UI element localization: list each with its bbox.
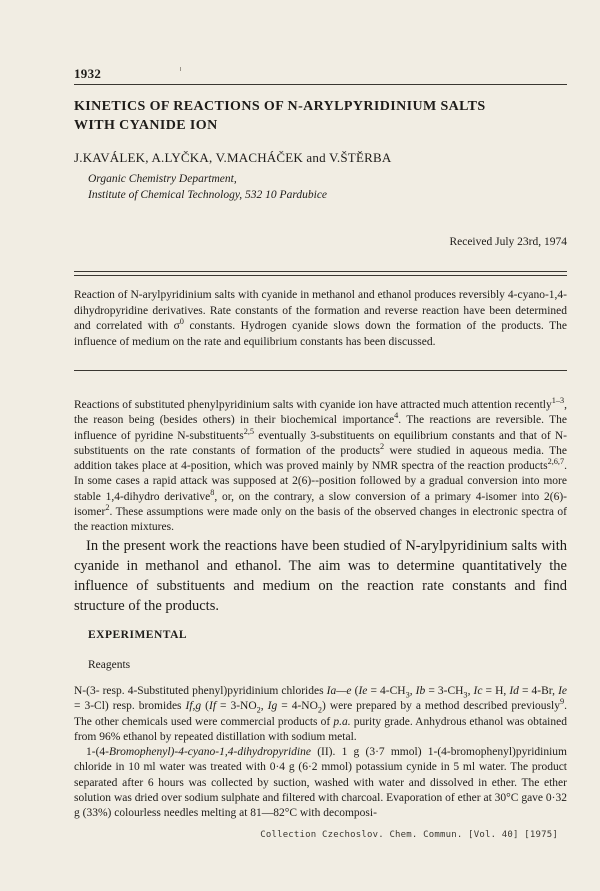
received-date: Received July 23rd, 1974 (449, 236, 567, 248)
experimental-body (74, 684, 567, 822)
text: , (409, 685, 416, 697)
subscript: 3 (405, 690, 410, 700)
compound-label: Ic (473, 685, 483, 697)
compound-label: Ie (358, 685, 368, 697)
compound-name: Bromophenyl (109, 746, 171, 759)
subscript: 3 (463, 690, 468, 700)
text: . The other chemicals used were commercial products of (74, 700, 567, 728)
text: = 3-NO (216, 700, 257, 713)
subsection-heading-reagents: Reagents (88, 659, 131, 671)
page-number: 1932 (74, 66, 102, 81)
affiliation (88, 171, 327, 203)
text: , (260, 700, 268, 713)
print-speck (180, 67, 181, 71)
affiliation-line-2: Institute of Chemical Technology, 532 10 Pardubice (88, 189, 328, 201)
intro-text: . In some cases a rapid attack was supposed at 2(6)--position followed by a gradual conversion into more stable 1,4-dihydro derivative (74, 460, 567, 503)
subscript: 2 (317, 705, 323, 715)
reference-mark: 1–3 (551, 396, 565, 406)
text: (II). 1 g (3·7 mmol) 1-(4-bromophenyl)pyridinium chloride in 10 ml water was treated with 0·4 g (6·2 mmol) potassium cynide in 5 ml water. The product separated after 6 hours was collected by suction, washed with water and dissolved in ether. The ether solution was dried over sodium sulphate and filtered with charcoal. Evaporation of ether at 30°C gave 0·32 g (33%) colourless needles melting at 81—82°C with decomposi- (74, 746, 567, 820)
affiliation-line-1: Organic Chemistry Department, (88, 173, 237, 185)
italic-term: p.a. (333, 715, 351, 728)
reference-mark: 2 (105, 503, 110, 513)
compound-label: Ib (415, 685, 426, 697)
text: ( (351, 685, 359, 697)
section-heading-experimental: EXPERIMENTAL (88, 629, 188, 641)
reference-mark: 2,6,7 (547, 457, 565, 467)
reference-mark: 2 (380, 442, 385, 452)
intro-paragraph-2: In the present work the reactions have been studied of N-arylpyridinium salts with cyanide in methanol and ethanol. The aim was to determine quantitatively the influence of substituents and medium on the reaction rate constants and find structure of the products. (74, 538, 567, 614)
abstract-top-rule (74, 271, 567, 272)
text: = 3-Cl) resp. bromides (74, 700, 186, 713)
abstract-bottom-rule (74, 370, 567, 371)
title-line-2: WITH CYANIDE ION (74, 118, 218, 133)
text: ) were prepared by a method described previously (322, 700, 560, 713)
text: N-(3- resp. 4-Substituted phenyl)pyridinium chlorides (74, 685, 327, 697)
text: = 3-CH (425, 685, 464, 697)
header-rule (74, 84, 567, 85)
abstract-top-rule-2 (74, 275, 567, 276)
intro-text: eventually 3-substituents on equilibrium constants and that of N-substituents on the rate constants of formation of the products (74, 429, 567, 457)
abstract-text-2: constants. Hydrogen cyanide slows down the formation of the products. The influence of medium on the rate and equilibrium constants has been discussed. (74, 320, 567, 348)
intro-text: , the reason being (besides others) in their biochemical importance (74, 399, 567, 427)
compound-label: Ig (267, 700, 278, 713)
text: = 4-NO (277, 700, 318, 713)
intro-paragraph-1 (74, 398, 567, 536)
text: , (467, 685, 474, 697)
text: = 4-CH (367, 685, 406, 697)
compound-label: Id (509, 685, 519, 697)
text: = 4-Br, (518, 685, 559, 697)
intro-text: . The reactions are reversible. The influence of pyridine N-substituents (74, 414, 567, 442)
intro-text: were studied in aqueous media. The addition takes place at 4-position, which was proved mainly by NMR spectra of the reaction products (74, 444, 567, 473)
abstract (74, 288, 567, 350)
compound-label: If,g (185, 700, 202, 713)
synthesis-paragraph (74, 745, 567, 821)
intro-text: , or, on the contrary, a slow conversion of a primary 4-isomer into 2(6)-isomer (74, 490, 567, 519)
reference-mark: 4 (394, 411, 399, 421)
text: = H, (482, 685, 510, 697)
intro-text: Reactions of substituted phenylpyridinium salts with cyanide ion have attracted much attention recently (74, 399, 552, 411)
compound-name: dihydropyridine (237, 746, 311, 759)
journal-footer: Collection Czechoslov. Chem. Commun. [Vol. 40] [1975] (260, 830, 558, 840)
abstract-text-1: Reaction of N-arylpyridinium salts with cyanide in methanol and ethanol produces reversibly 4-cyano-1,4-dihydropyridine derivatives. Rate constants of the formation and reverse reaction have been determined and correlated with σ (74, 289, 567, 333)
compound-label: If (208, 700, 217, 713)
compound-label: Ie (558, 685, 568, 697)
subscript: 2 (256, 705, 261, 715)
sigma-superscript: 0 (179, 317, 184, 327)
compound-label: Ia—e (326, 685, 352, 697)
title-line-1: KINETICS OF REACTIONS OF N-ARYLPYRIDINIUM SALTS (74, 99, 486, 114)
reagents-paragraph (74, 684, 567, 745)
text: ( (201, 700, 209, 713)
reference-mark: 8 (210, 487, 215, 497)
compound-name: -1,4- (215, 746, 238, 759)
article-title (74, 97, 544, 135)
text: 1-(4- (86, 746, 109, 759)
reference-mark: 9 (559, 697, 565, 707)
compound-name: cyano (187, 746, 216, 759)
text: purity grade. Anhydrous ethanol was obtained from 96% ethanol by repeated distillation with sodium metal. (74, 715, 567, 743)
author-list: J.KAVÁLEK, A.LYČKA, V.MACHÁČEK and V.ŠTĚRBA (74, 150, 392, 165)
compound-name: )-4- (170, 746, 188, 759)
intro-text: . These assumptions were made only on the basis of the observed changes in electronic spectra of the reaction mixtures. (74, 506, 567, 534)
reference-mark: 2,5 (243, 426, 255, 436)
